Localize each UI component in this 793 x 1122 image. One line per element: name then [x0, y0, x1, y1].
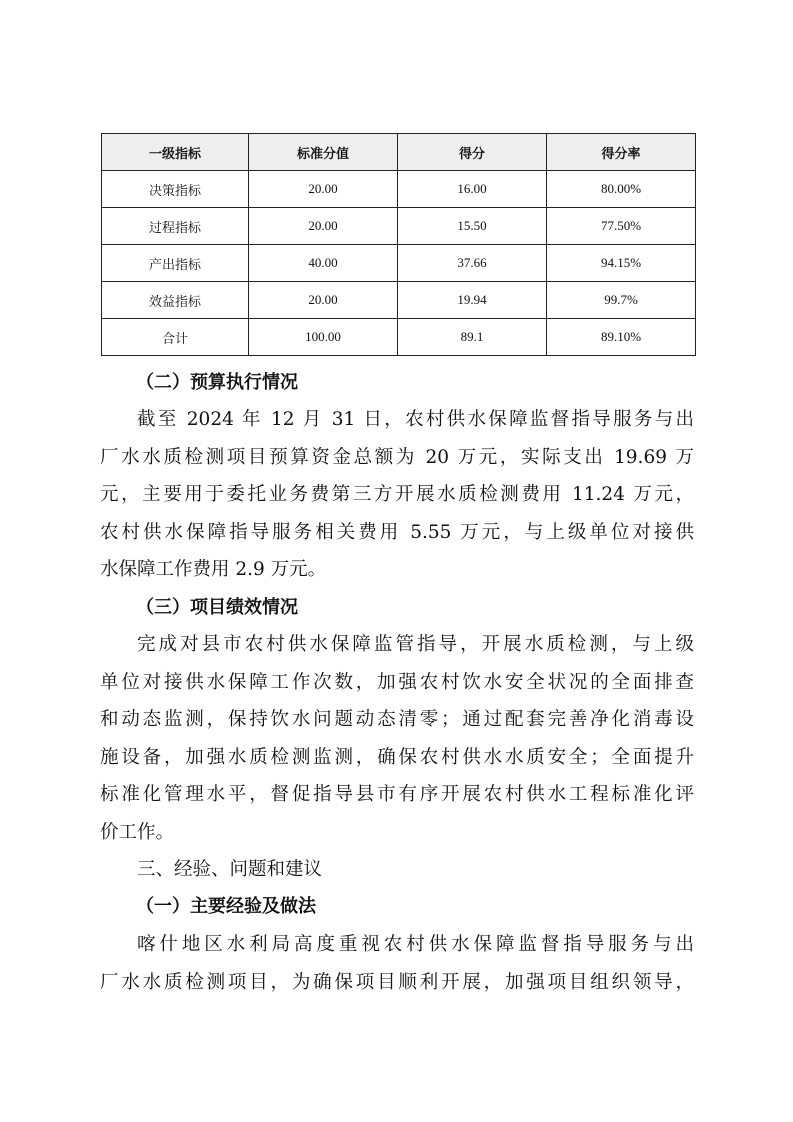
- paragraph-line: 施设备，加强水质检测监测，确保农村供水水质安全；全面提升: [100, 746, 694, 768]
- cell-indicator: 产出指标: [102, 245, 249, 282]
- paragraph-line: 农村供水保障指导服务相关费用 5.55 万元，与上级单位对接供: [100, 521, 694, 543]
- cell-score-rate: 94.15%: [547, 245, 696, 282]
- table-header-row: [102, 134, 696, 171]
- header-standard-score: 标准分值: [249, 134, 398, 171]
- cell-indicator: 合计: [102, 319, 249, 356]
- paragraph-line: 和动态监测，保持饮水问题动态清零；通过配套完善净化消毒设: [100, 709, 694, 730]
- section-heading-performance: （三）项目绩效情况: [136, 597, 298, 618]
- paragraph-line: 厂水水质检测项目，为确保项目顺利开展，加强项目组织领导，: [100, 971, 694, 993]
- cell-standard-score: 20.00: [249, 208, 398, 245]
- score-table: [101, 133, 696, 356]
- paragraph-line: 水保障工作费用 2.9 万元。: [100, 559, 327, 580]
- section-heading-three: 三、经验、问题和建议: [137, 859, 323, 880]
- section-heading-experience: （一）主要经验及做法: [136, 896, 316, 917]
- table-row: [102, 171, 696, 208]
- cell-score: 19.94: [398, 282, 547, 319]
- cell-indicator: 决策指标: [102, 171, 249, 208]
- section-heading-budget: （二）预算执行情况: [136, 372, 298, 393]
- paragraph-line: 截至 2024 年 12 月 31 日，农村供水保障监督指导服务与出: [137, 409, 694, 430]
- header-score: 得分: [398, 134, 547, 171]
- paragraph-line: 标准化管理水平，督促指导县市有序开展农村供水工程标准化评: [100, 784, 694, 805]
- table-row-total: [102, 319, 696, 356]
- header-score-rate: 得分率: [547, 134, 696, 171]
- table-row: [102, 282, 696, 319]
- cell-standard-score: 100.00: [249, 319, 398, 356]
- paragraph-line: 单位对接供水保障工作次数，加强农村饮水安全状况的全面排查: [100, 671, 694, 693]
- cell-score-rate: 80.00%: [547, 171, 696, 208]
- cell-score: 37.66: [398, 245, 547, 282]
- paragraph-line: 价工作。: [100, 821, 175, 843]
- paragraph-performance: [100, 626, 694, 851]
- paragraph-line: 完成对县市农村供水保障监管指导，开展水质检测，与上级: [137, 634, 694, 655]
- paragraph-experience: [100, 926, 694, 1001]
- paragraph-line: 元，主要用于委托业务费第三方开展水质检测费用 11.24 万元，: [100, 484, 694, 505]
- cell-indicator: 过程指标: [102, 208, 249, 245]
- cell-score: 89.1: [398, 319, 547, 356]
- paragraph-line: 厂水水质检测项目预算资金总额为 20 万元，实际支出 19.69 万: [100, 446, 694, 468]
- cell-standard-score: 40.00: [249, 245, 398, 282]
- table-row: [102, 245, 696, 282]
- cell-score: 15.50: [398, 208, 547, 245]
- table-row: [102, 208, 696, 245]
- paragraph-budget: [100, 401, 694, 589]
- cell-score-rate: 89.10%: [547, 319, 696, 356]
- paragraph-line: 喀什地区水利局高度重视农村供水保障监督指导服务与出: [137, 934, 694, 955]
- header-indicator: 一级指标: [102, 134, 249, 171]
- cell-standard-score: 20.00: [249, 171, 398, 208]
- cell-indicator: 效益指标: [102, 282, 249, 319]
- cell-standard-score: 20.00: [249, 282, 398, 319]
- cell-score: 16.00: [398, 171, 547, 208]
- cell-score-rate: 77.50%: [547, 208, 696, 245]
- cell-score-rate: 99.7%: [547, 282, 696, 319]
